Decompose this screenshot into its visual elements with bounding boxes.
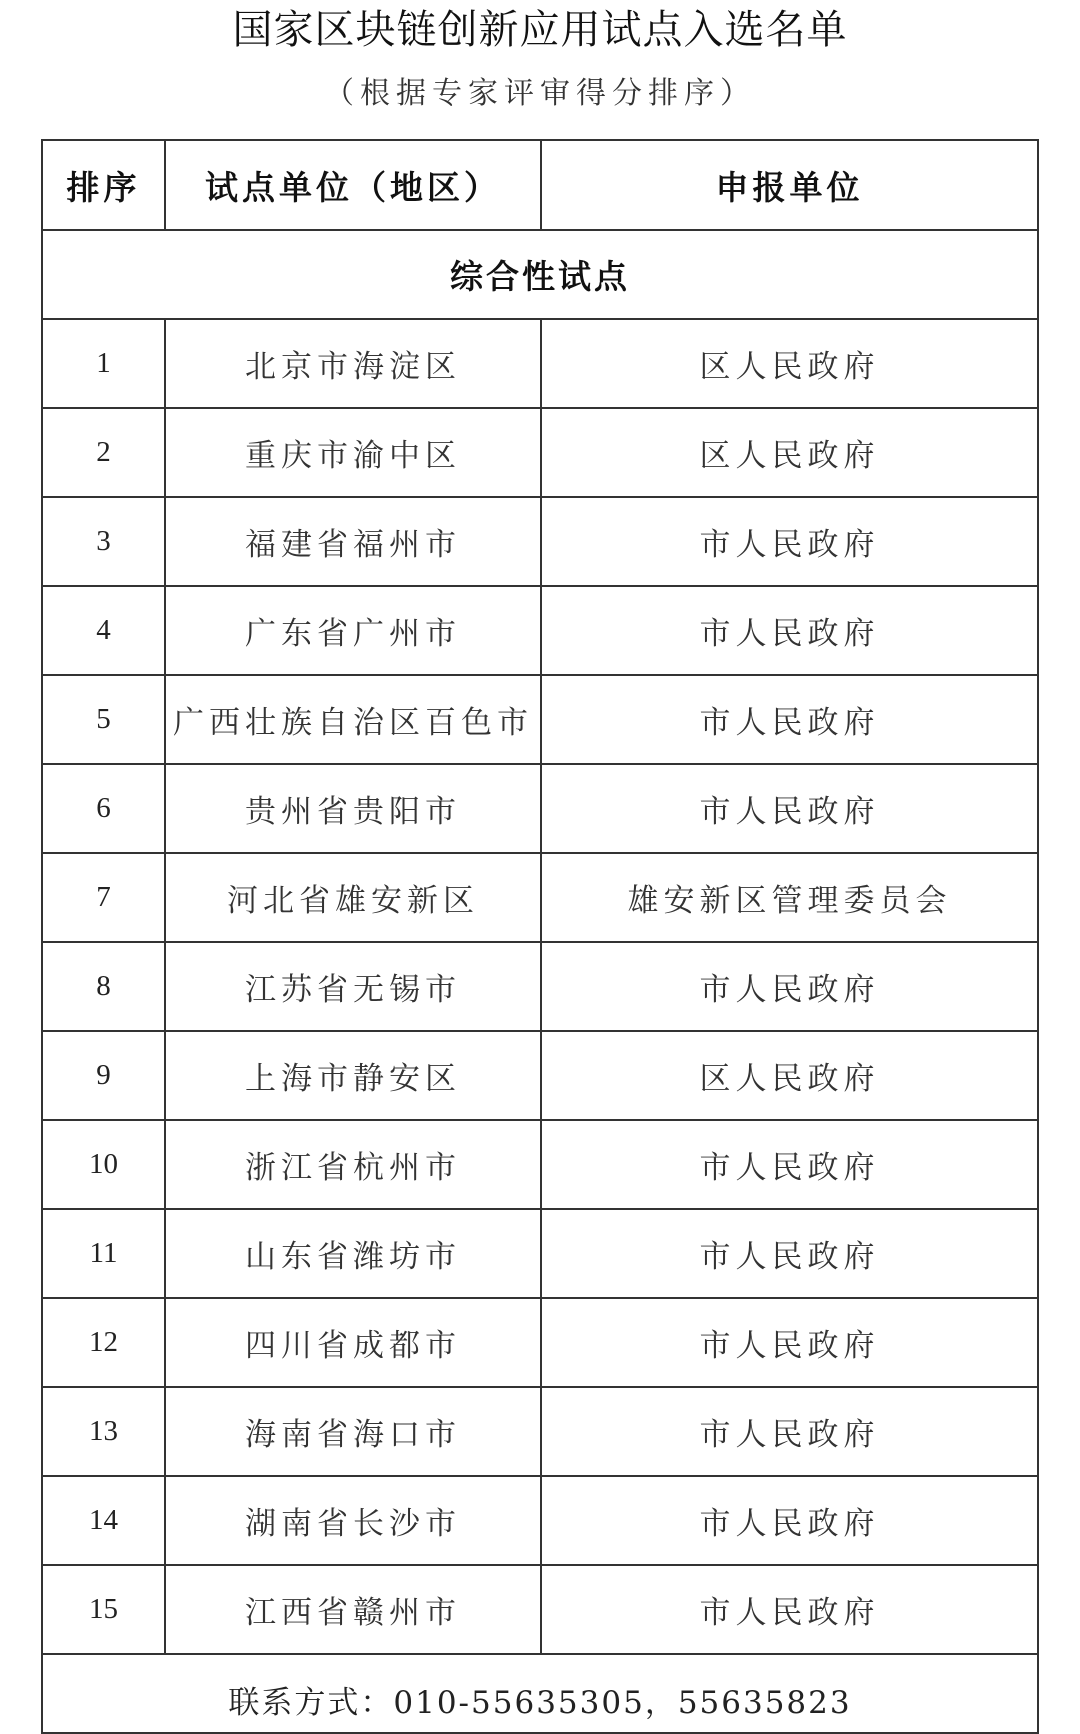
applicant-cell: 市人民政府 — [541, 1476, 1038, 1565]
table-row — [42, 319, 1038, 408]
pilot-unit-cell: 江苏省无锡市 — [165, 942, 541, 1031]
rank-cell: 15 — [42, 1565, 165, 1654]
applicant-cell: 区人民政府 — [541, 1031, 1038, 1120]
rank-cell: 11 — [42, 1209, 165, 1298]
header-applicant: 申报单位 — [541, 140, 1038, 230]
pilot-unit-cell: 贵州省贵阳市 — [165, 764, 541, 853]
pilot-list-table — [41, 139, 1039, 1734]
table-row — [42, 1031, 1038, 1120]
rank-cell: 5 — [42, 675, 165, 764]
pilot-unit-cell: 上海市静安区 — [165, 1031, 541, 1120]
contact-row — [42, 1654, 1038, 1733]
pilot-unit-cell: 浙江省杭州市 — [165, 1120, 541, 1209]
rank-cell: 12 — [42, 1298, 165, 1387]
table-row — [42, 942, 1038, 1031]
header-pilot-unit: 试点单位（地区） — [165, 140, 541, 230]
header-rank: 排序 — [42, 140, 165, 230]
pilot-unit-cell: 河北省雄安新区 — [165, 853, 541, 942]
table-row — [42, 1387, 1038, 1476]
rank-cell: 10 — [42, 1120, 165, 1209]
section-title: 综合性试点 — [42, 230, 1038, 319]
pilot-unit-cell: 山东省潍坊市 — [165, 1209, 541, 1298]
applicant-cell: 市人民政府 — [541, 1120, 1038, 1209]
table-row — [42, 1209, 1038, 1298]
applicant-cell: 市人民政府 — [541, 942, 1038, 1031]
rank-cell: 8 — [42, 942, 165, 1031]
table-row — [42, 586, 1038, 675]
table-header-row — [42, 140, 1038, 230]
table-row — [42, 853, 1038, 942]
applicant-cell: 雄安新区管理委员会 — [541, 853, 1038, 942]
table-row — [42, 408, 1038, 497]
pilot-unit-cell: 福建省福州市 — [165, 497, 541, 586]
applicant-cell: 市人民政府 — [541, 675, 1038, 764]
pilot-unit-cell: 广西壮族自治区百色市 — [165, 675, 541, 764]
pilot-unit-cell: 重庆市渝中区 — [165, 408, 541, 497]
rank-cell: 2 — [42, 408, 165, 497]
rank-cell: 7 — [42, 853, 165, 942]
applicant-cell: 市人民政府 — [541, 1387, 1038, 1476]
applicant-cell: 市人民政府 — [541, 764, 1038, 853]
section-row — [42, 230, 1038, 319]
applicant-cell: 区人民政府 — [541, 408, 1038, 497]
rank-cell: 14 — [42, 1476, 165, 1565]
applicant-cell: 市人民政府 — [541, 586, 1038, 675]
applicant-cell: 区人民政府 — [541, 319, 1038, 408]
table-row — [42, 1120, 1038, 1209]
table-row — [42, 1476, 1038, 1565]
pilot-unit-cell: 广东省广州市 — [165, 586, 541, 675]
rank-cell: 13 — [42, 1387, 165, 1476]
table-row — [42, 675, 1038, 764]
applicant-cell: 市人民政府 — [541, 1298, 1038, 1387]
table-row — [42, 497, 1038, 586]
rank-cell: 4 — [42, 586, 165, 675]
pilot-unit-cell: 北京市海淀区 — [165, 319, 541, 408]
table-row — [42, 764, 1038, 853]
rank-cell: 6 — [42, 764, 165, 853]
pilot-unit-cell: 海南省海口市 — [165, 1387, 541, 1476]
rank-cell: 1 — [42, 319, 165, 408]
table-row — [42, 1298, 1038, 1387]
rank-cell: 9 — [42, 1031, 165, 1120]
applicant-cell: 市人民政府 — [541, 1565, 1038, 1654]
contact-info: 联系方式：010-55635305，55635823 — [42, 1654, 1038, 1733]
page-subtitle: （根据专家评审得分排序） — [324, 76, 756, 111]
page-title: 国家区块链创新应用试点入选名单 — [232, 7, 848, 53]
applicant-cell: 市人民政府 — [541, 497, 1038, 586]
pilot-unit-cell: 四川省成都市 — [165, 1298, 541, 1387]
rank-cell: 3 — [42, 497, 165, 586]
pilot-unit-cell: 江西省赣州市 — [165, 1565, 541, 1654]
pilot-unit-cell: 湖南省长沙市 — [165, 1476, 541, 1565]
applicant-cell: 市人民政府 — [541, 1209, 1038, 1298]
table-row — [42, 1565, 1038, 1654]
